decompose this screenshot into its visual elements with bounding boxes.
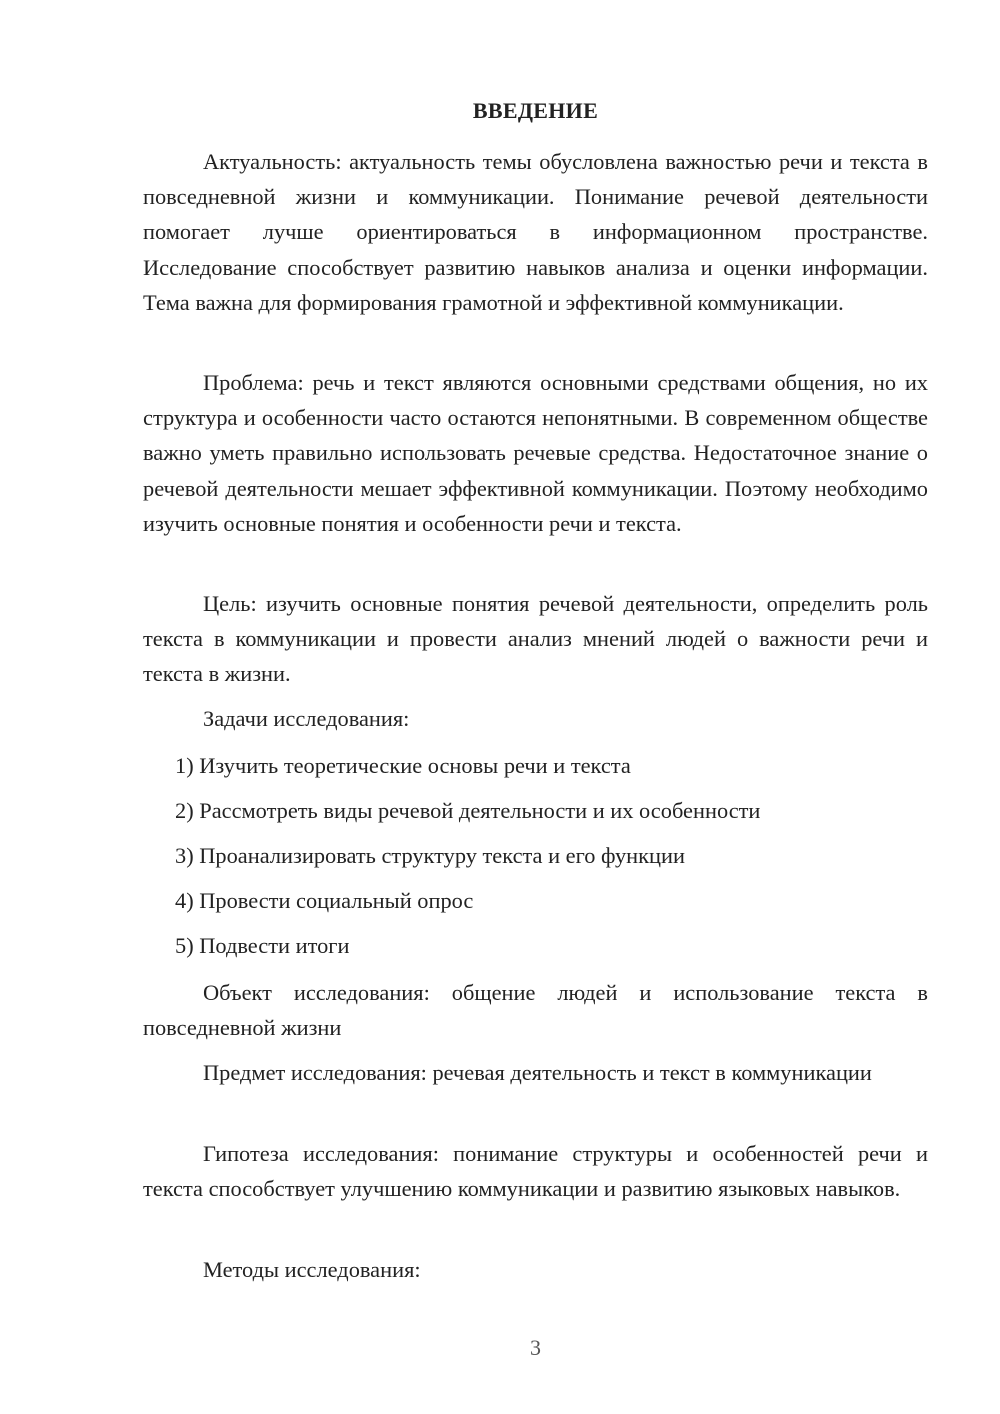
hypothesis-paragraph: Гипотеза исследования: понимание структуры и особенностей речи и текста способствует улучшению коммуникации и развитию языковых навыков. xyxy=(143,1141,928,1202)
task-item-3: 3) Проанализировать структуру текста и его функции xyxy=(175,843,685,868)
subject-paragraph: Предмет исследования: речевая деятельность и текст в коммуникации xyxy=(203,1060,872,1085)
task-item-2: 2) Рассмотреть виды речевой деятельности и их особенности xyxy=(175,798,761,823)
task-item-5: 5) Подвести итоги xyxy=(175,933,350,958)
methods-heading: Методы исследования: xyxy=(203,1257,421,1282)
relevance-paragraph: Актуальность: актуальность темы обусловлена важностью речи и текста в повседневной жизни и коммуникации. Понимание речевой деятельности помогает лучше ориентироваться в информационном пространстве. Исследование способствует развитию навыков анализа и оценки информации. Тема важна для формирования грамотной и эффективной коммуникации. xyxy=(143,149,928,315)
object-paragraph: Объект исследования: общение людей и использование текста в повседневной жизни xyxy=(143,980,928,1041)
task-item-1: 1) Изучить теоретические основы речи и текста xyxy=(175,753,631,778)
problem-paragraph: Проблема: речь и текст являются основными средствами общения, но их структура и особенности часто остаются непонятными. В современном обществе важно уметь правильно использовать речевые средства. Недостаточное знание о речевой деятельности мешает эффективной коммуникации. Поэтому необходимо изучить основные понятия и особенности речи и текста. xyxy=(143,370,928,536)
page-number: 3 xyxy=(530,1335,541,1360)
goal-paragraph: Цель: изучить основные понятия речевой деятельности, определить роль текста в коммуникации и провести анализ мнений людей о важности речи и текста в жизни. xyxy=(143,591,928,687)
page-title: ВВЕДЕНИЕ xyxy=(472,98,599,123)
tasks-heading: Задачи исследования: xyxy=(203,706,410,731)
task-item-4: 4) Провести социальный опрос xyxy=(175,888,474,913)
